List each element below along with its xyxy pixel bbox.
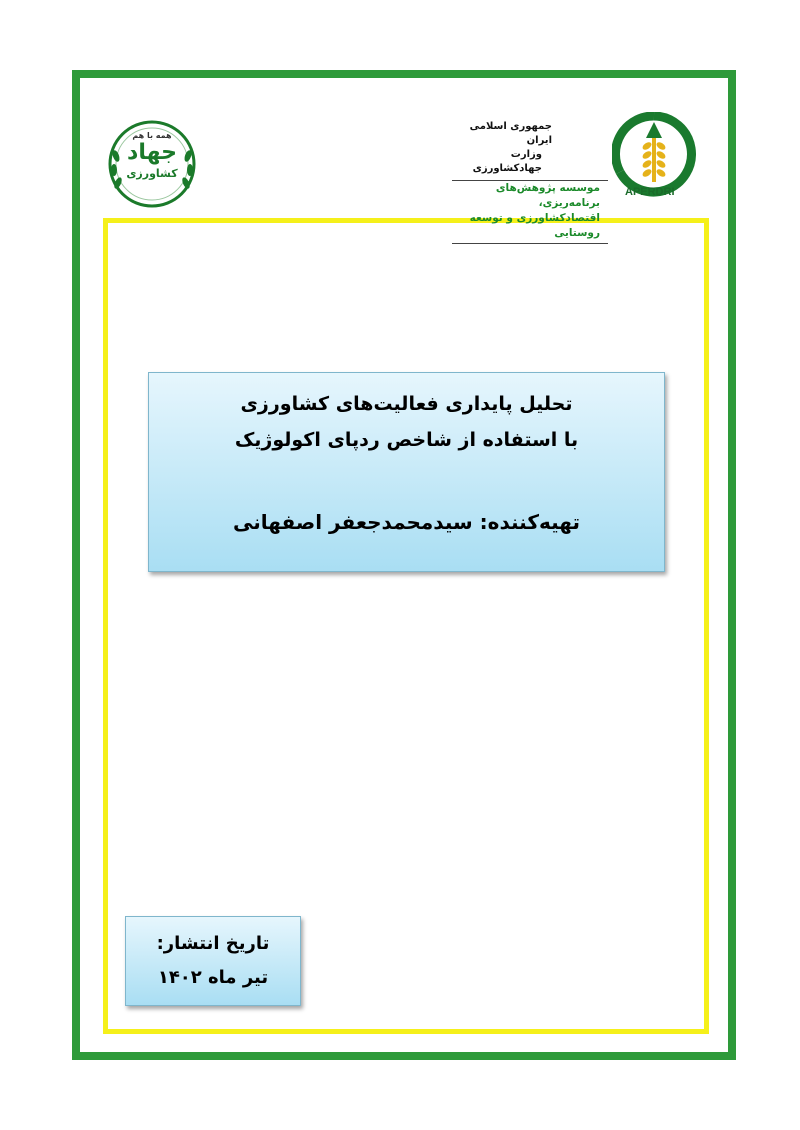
header-divider-bottom — [452, 243, 608, 244]
publication-date-box — [125, 916, 301, 1006]
title-line1: تحلیل پایداری فعالیت‌های کشاورزی — [240, 393, 573, 415]
jahad-word2: کشاورزی — [126, 167, 178, 180]
inner-yellow-frame — [103, 218, 709, 1034]
aperdri-label: APERDRI — [625, 186, 675, 198]
author-line: تهیه‌کننده: سیدمحمدجعفر اصفهانی — [233, 510, 580, 534]
institute-line1: موسسه پژوهش‌های برنامه‌ریزی، — [495, 182, 600, 209]
ministry-header — [452, 120, 608, 244]
title-line2: با استفاده از شاخص ردپای اکولوژیک — [234, 429, 579, 451]
title-box — [148, 372, 665, 572]
jahad-motto: همه با هم — [132, 131, 172, 140]
publication-date: تیر ماه ۱۴۰۲ — [157, 967, 269, 988]
ministry-line2: وزارت جهادکشاورزی — [472, 149, 542, 174]
institute-line2: اقتصادکشاورزی و توسعه روستایی — [469, 212, 600, 239]
publication-label: تاریخ انتشار: — [156, 933, 270, 954]
ministry-line1: جمهوری اسلامی ایران — [469, 121, 552, 146]
jahad-word: جهاد — [127, 140, 177, 165]
